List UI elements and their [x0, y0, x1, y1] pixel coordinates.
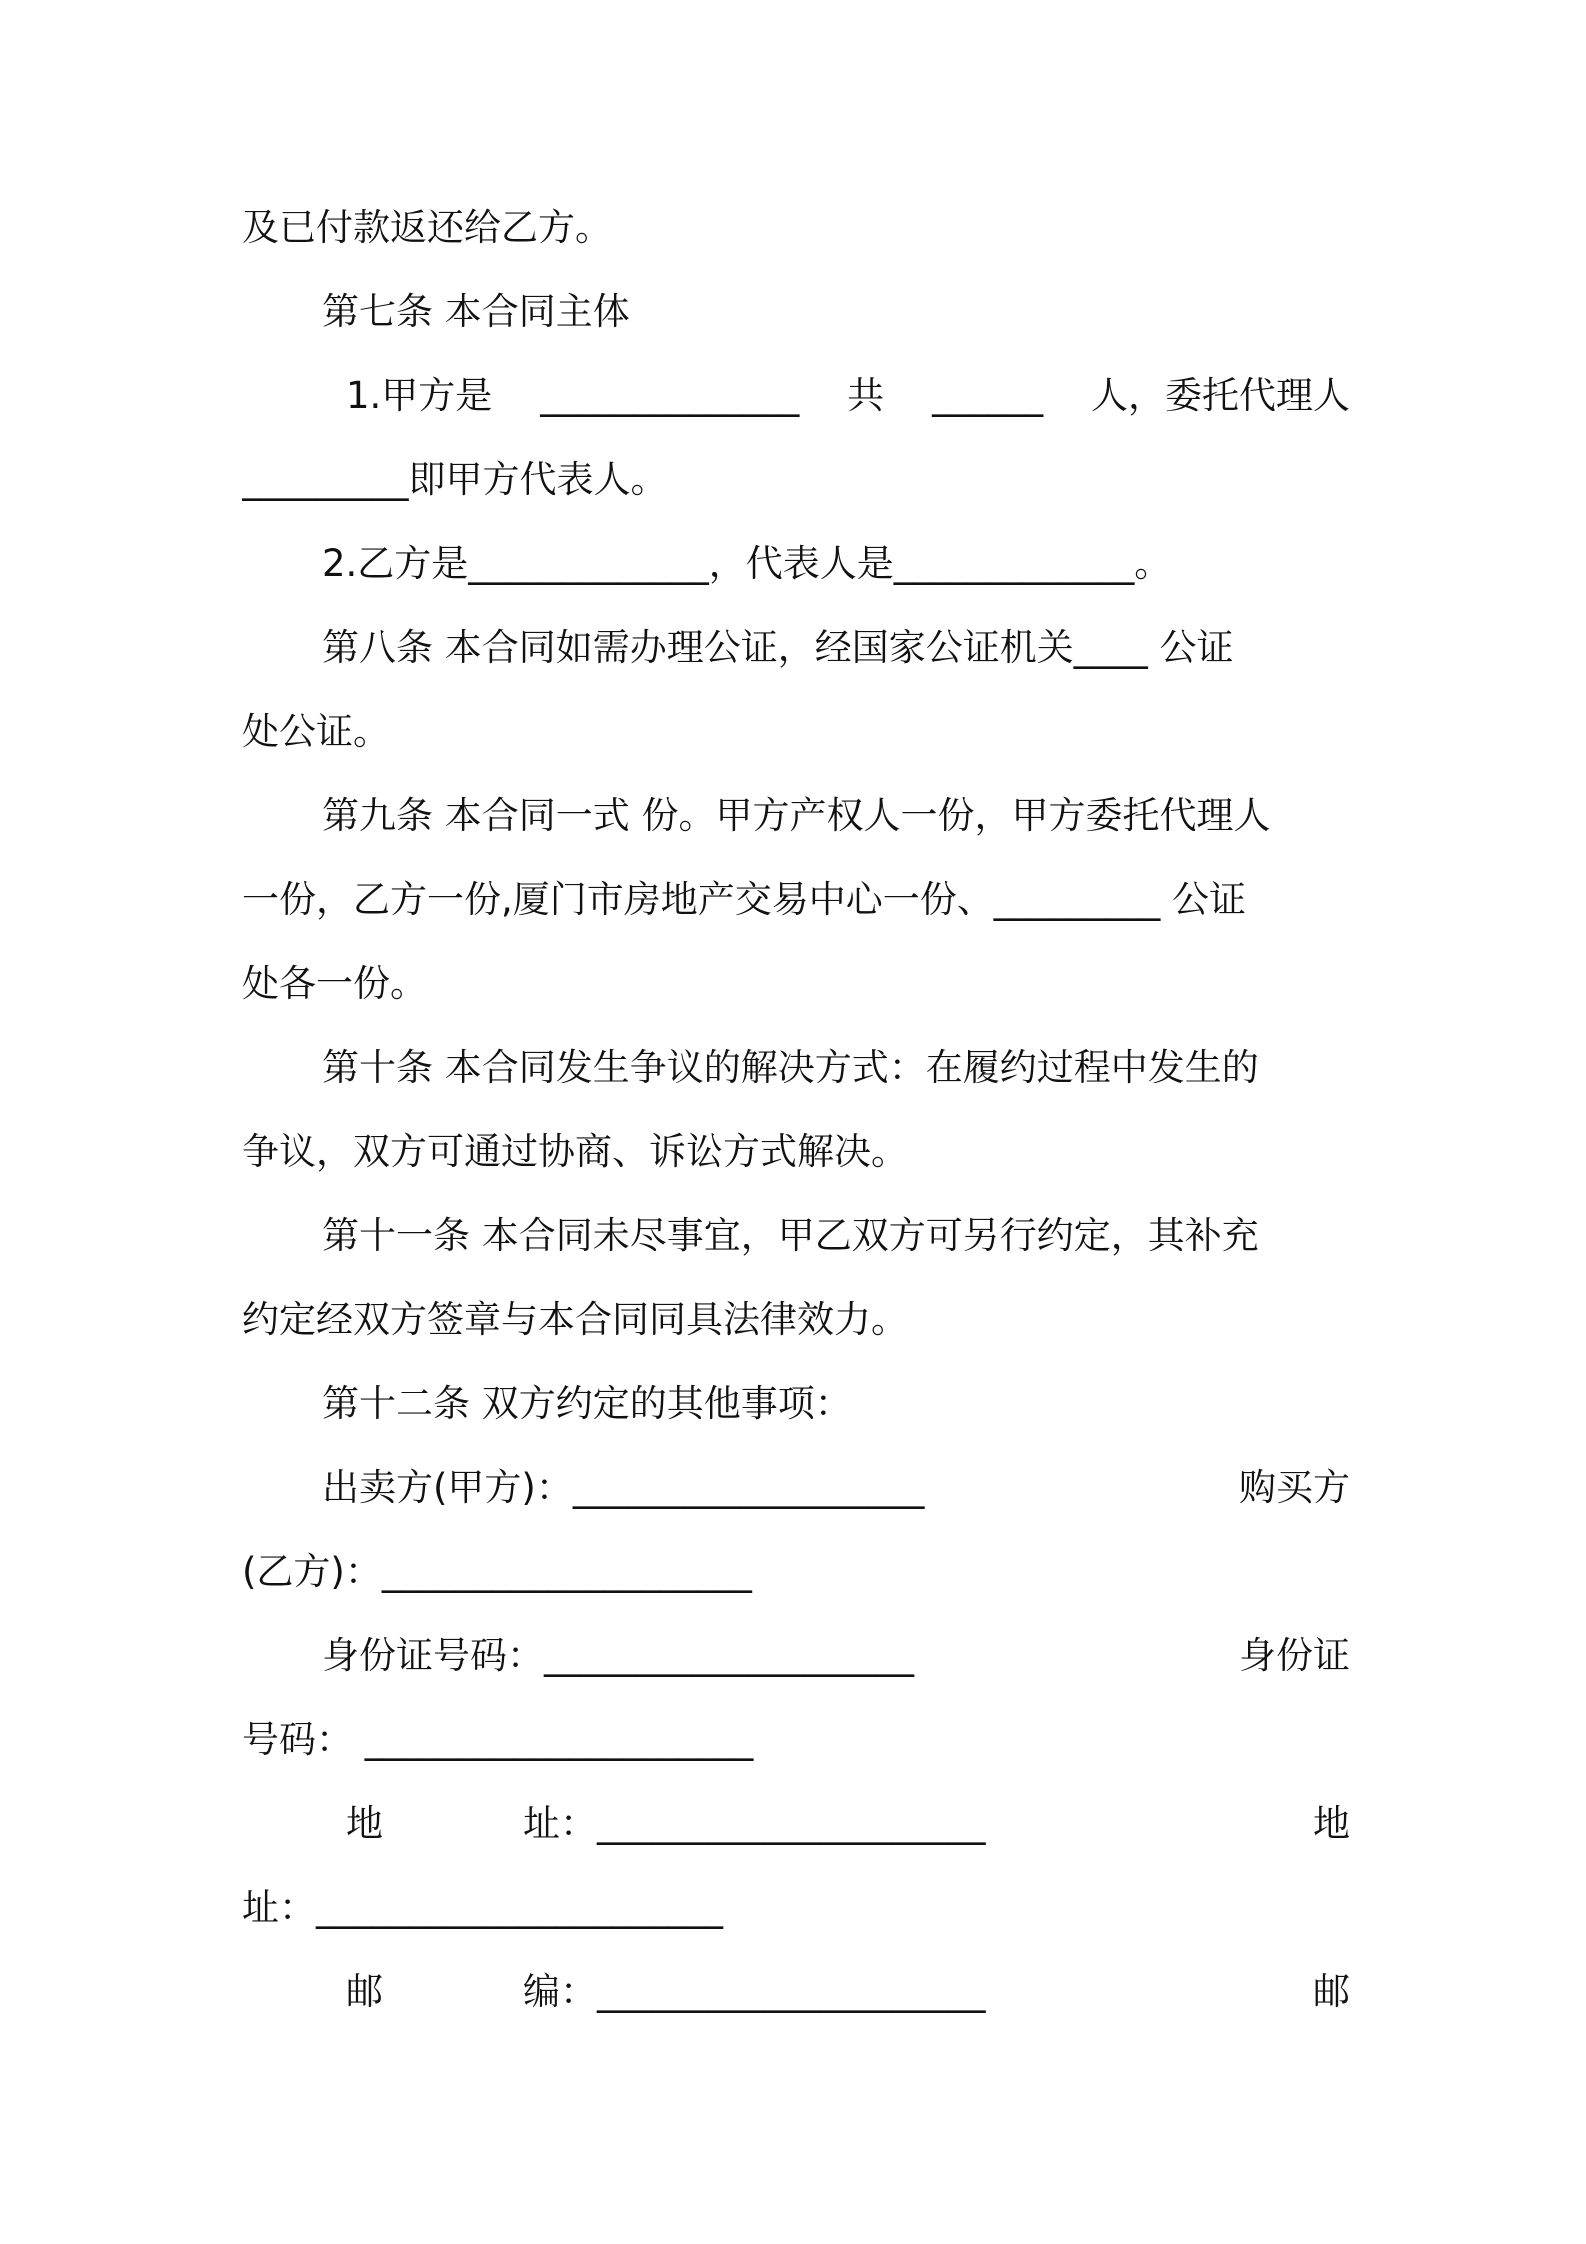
postcode-label-char: 邮	[346, 1970, 383, 2013]
paragraph-line: 址：______________________	[242, 1886, 723, 1929]
paragraph-line: 一份，乙方一份,厦门市房地产交易中心一份、_________ 公证	[242, 878, 1247, 921]
seller-buyer-line	[242, 1456, 1350, 1520]
paragraph-line: _________即甲方代表人。	[242, 458, 668, 501]
paragraph-line: 约定经双方签章与本合同同具法律效力。	[242, 1298, 908, 1341]
article-11-line: 第十一条 本合同未尽事宜，甲乙双方可另行约定，其补充	[322, 1214, 1259, 1257]
article-8-line: 第八条 本合同如需办理公证，经国家公证机关____ 公证	[322, 626, 1234, 669]
buyer-id-label: 身份证	[1239, 1634, 1350, 1677]
id-number-line	[242, 1624, 1350, 1688]
buyer-label: 购买方	[1239, 1466, 1350, 1509]
blank-field: ______	[932, 374, 1044, 417]
buyer-postcode-label: 邮	[1313, 1970, 1350, 2013]
buyer-address-label: 地	[1313, 1802, 1350, 1845]
seller-id-label: 身份证号码：____________________	[322, 1634, 914, 1677]
party-a-line: 1.甲方是 ______________ 共 ______ 人，委托代理人	[242, 364, 1350, 428]
party-b-line: 2.乙方是_____________，代表人是_____________。	[322, 542, 1172, 585]
article-10-line: 第十条 本合同发生争议的解决方式：在履约过程中发生的	[322, 1046, 1259, 1089]
article-7-heading: 第七条 本合同主体	[322, 290, 630, 333]
paragraph-line: 处公证。	[242, 710, 390, 753]
blank-field: ______________	[540, 374, 800, 417]
postcode-field: 编：_____________________	[523, 1970, 986, 2013]
paragraph-line: 争议，双方可通过协商、诉讼方式解决。	[242, 1130, 908, 1173]
article-12-heading: 第十二条 双方约定的其他事项：	[322, 1382, 852, 1425]
paragraph-line: 号码： _____________________	[242, 1718, 754, 1761]
seller-label: 出卖方(甲方)：___________________	[322, 1466, 925, 1509]
address-line	[242, 1792, 1350, 1856]
postcode-line	[242, 1960, 1350, 2024]
article-9-line: 第九条 本合同一式 份。甲方产权人一份，甲方委托代理人	[322, 794, 1271, 837]
paragraph-line: 处各一份。	[242, 962, 427, 1005]
address-label-char: 地	[346, 1802, 383, 1845]
paragraph-line: 及已付款返还给乙方。	[242, 206, 612, 249]
address-field: 址：_____________________	[523, 1802, 986, 1845]
paragraph-line: (乙方)：____________________	[242, 1550, 752, 1593]
